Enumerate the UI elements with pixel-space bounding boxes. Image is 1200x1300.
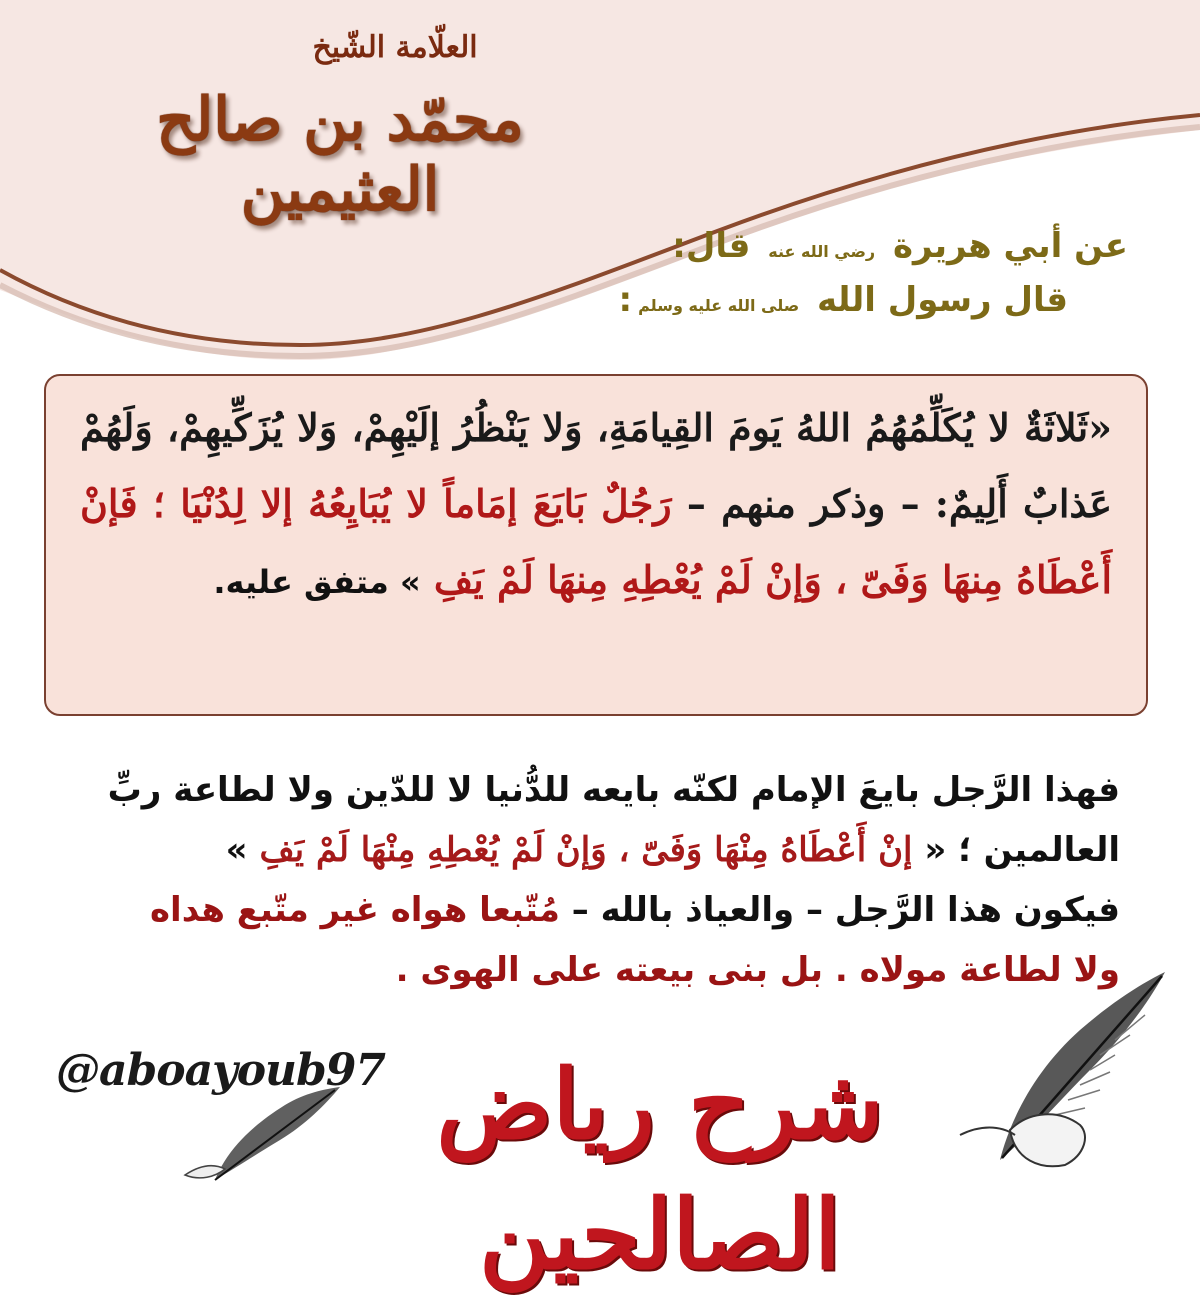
commentary-line-3-prefix: فيكون هذا الرَّجل – والعياذ بالله – bbox=[571, 890, 1120, 930]
hadith-text bbox=[80, 390, 1112, 620]
commentary-line-2-prefix: العالمين ؛ « bbox=[924, 830, 1120, 870]
hadith-red-part: رَجُلٌ بَايَعَ إمَاماً لا يُبَايِعُهُ إلا لِدُنْيَا ؛ فَإنْ أَعْطَاهُ مِنهَا وَفَىّ ، وَإنْ لَمْ يُعْطِهِ مِنهَا لَمْ يَفِ bbox=[80, 481, 1112, 602]
commentary-line-3-red: مُتّبعا هواه غير متّبع هداه bbox=[149, 890, 560, 930]
hadith-box bbox=[44, 374, 1148, 716]
commentary-line-4: ولا لطاعة مولاه . بل بنى بيعته على الهوى . bbox=[395, 950, 1120, 990]
sheikh-name: محمّد بن صالح العثيمين bbox=[156, 85, 524, 225]
book-title-calligraphy: شرح رياض الصالحين bbox=[436, 1048, 884, 1291]
narrator-line-2 bbox=[619, 276, 1068, 330]
salawat-honorific: صلى الله عليه وسلم bbox=[638, 296, 800, 315]
hadith-closing: » متفق عليه. bbox=[213, 563, 421, 601]
commentary-line-2-suffix: » bbox=[225, 830, 248, 870]
hadith-black-part: «ثَلاثَةٌ لا يُكَلِّمُهُمُ اللهُ يَومَ القِيامَةِ، وَلا يَنْظُرُ إلَيْهِمْ، وَلا يُزَكِّيهِمْ، وَلَهُمْ عَذابٌ أَلِيمٌ: – وذكر منهم – bbox=[80, 405, 1112, 526]
commentary-line-1: فهذا الرَّجل بايعَ الإمام لكنّه بايعه للدُّنيا لا للدّين ولا لطاعة ربِّ bbox=[107, 770, 1120, 810]
commentary-line-2 bbox=[90, 820, 1120, 880]
narrator-line-1-suffix: قال: bbox=[672, 226, 751, 266]
feather-quill-icon bbox=[175, 1085, 345, 1185]
sheikh-honorific: العلّامة الشّيخ bbox=[312, 30, 478, 65]
hand-holding-quill-icon bbox=[940, 960, 1170, 1170]
radiallahu-anhu-honorific: رضي الله عنه bbox=[768, 242, 876, 261]
narrator-intro bbox=[619, 222, 1128, 330]
narrator-line-1 bbox=[619, 222, 1128, 276]
narrator-line-1-prefix: عن أبي هريرة bbox=[892, 226, 1128, 266]
commentary-line-2-red: إنْ أَعْطَاهُ مِنْهَا وَفَىّ ، وَإنْ لَمْ يُعْطِهِ مِنْهَا لَمْ يَفِ bbox=[259, 830, 913, 870]
narrator-line-2-suffix: : bbox=[618, 280, 633, 320]
narrator-line-2-prefix: قال رسول الله bbox=[817, 280, 1068, 320]
author-signature: @aboayoub97 bbox=[56, 1045, 386, 1096]
commentary-line-3 bbox=[90, 880, 1120, 940]
header-title-block bbox=[120, 30, 560, 225]
